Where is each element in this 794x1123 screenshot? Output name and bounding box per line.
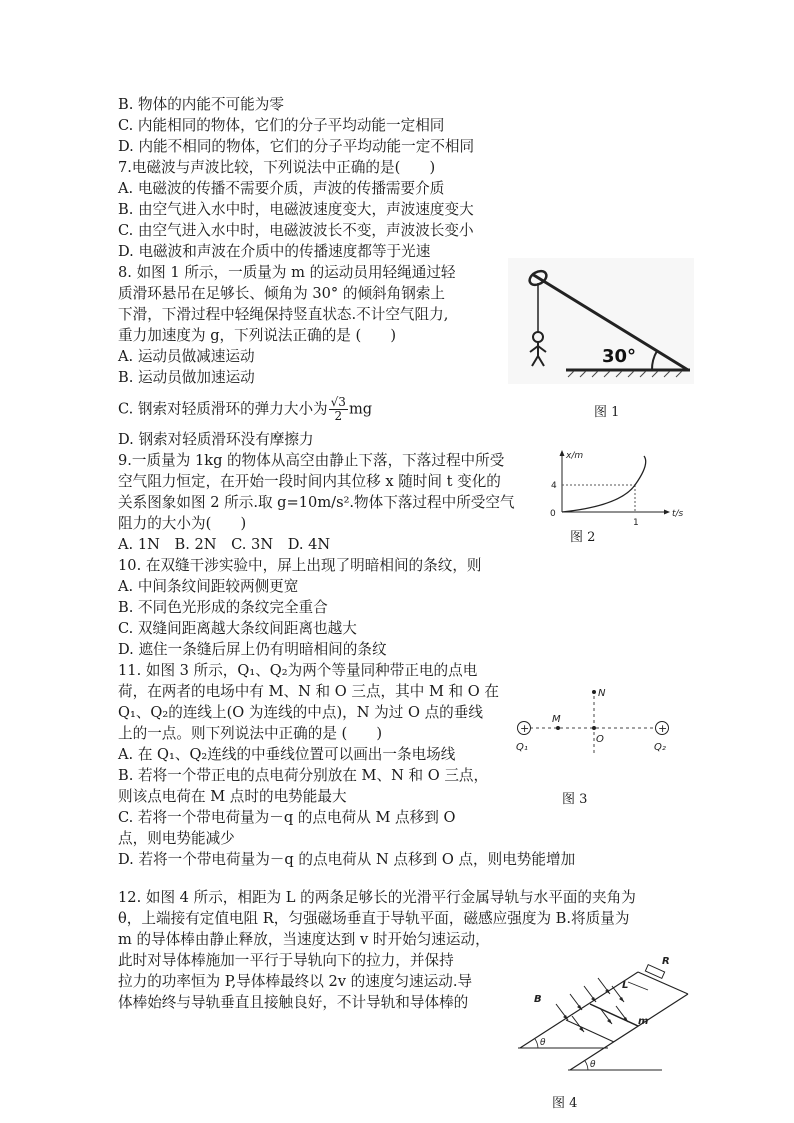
option-a: A. 电磁波的传播不需要介质，声波的传播需要介质 <box>118 180 445 197</box>
point-m <box>556 726 560 730</box>
text-line: D. 内能不相同的物体，它们的分子平均动能一定不相同 <box>118 138 475 155</box>
option-d: D. 电磁波和声波在介质中的传播速度都等于光速 <box>118 243 431 260</box>
question-9: 9.一质量为 1kg 的物体从高空由静止下落，下落过程中所受 <box>118 452 505 469</box>
text-line: 点，则电势能减少 <box>118 830 235 847</box>
point-o <box>592 726 596 730</box>
option-c: C. 若将一个带电荷量为－q 的点电荷从 M 点移到 O <box>118 809 456 826</box>
label-q2: Q₂ <box>654 742 666 753</box>
text-line: Q₁、Q₂的连线上(O 为连线的中点)，N 为过 O 点的垂线 <box>118 704 483 721</box>
point-n <box>592 690 596 694</box>
text-line: C. 内能相同的物体，它们的分子平均动能一定相同 <box>118 117 445 134</box>
text-line: B. 物体的内能不可能为零 <box>118 96 284 113</box>
question-10: 10. 在双缝干涉实验中，屏上出现了明暗相间的条纹，则 <box>118 557 482 574</box>
figure-3 <box>512 680 692 758</box>
option-b: B. 不同色光形成的条纹完全重合 <box>118 599 328 616</box>
text-line: θ，上端接有定值电阻 R，匀强磁场垂直于导轨平面，磁感应强度为 B.将质量为 <box>118 910 630 927</box>
plus-sign: + <box>520 722 530 735</box>
option-a: A. 中间条纹间距较两侧更宽 <box>118 578 299 595</box>
option-c: C. 双缝间距离越大条纹间距离也越大 <box>118 620 357 637</box>
rod-guide <box>566 1020 614 1042</box>
option-d: D. 若将一个带电荷量为－q 的点电荷从 N 点移到 O 点，则电势能增加 <box>118 851 576 868</box>
option-b: B. 运动员做加速运动 <box>118 369 255 386</box>
option-text: C. 钢索对轻质滑环的弹力大小为 <box>118 400 328 418</box>
option-b: B. 由空气进入水中时，电磁波速度变大，声波速度变大 <box>118 201 474 218</box>
text-line: m 的导体棒由静止释放，当速度达到 v 时开始匀速运动， <box>118 931 490 948</box>
x-t-curve <box>562 456 646 512</box>
conductor-rod <box>590 1004 638 1026</box>
label-q1: Q₁ <box>516 742 528 753</box>
figure-2 <box>540 446 690 528</box>
label-o: O <box>596 734 604 745</box>
option-c: C. 由空气进入水中时，电磁波波长不变，声波波长变小 <box>118 222 474 239</box>
option-a: A. 运动员做减速运动 <box>118 348 255 365</box>
text-line: 则该点电荷在 M 点时的电势能最大 <box>118 788 347 805</box>
plus-sign: + <box>658 722 668 735</box>
fraction-denominator: 2 <box>334 409 343 423</box>
x-axis-arrow <box>560 450 565 456</box>
text-line: 空气阻力恒定，在开始一段时间内其位移 x 随时间 t 变化的 <box>118 473 501 490</box>
option-d: D. 遮住一条缝后屏上仍有明暗相间的条纹 <box>118 641 387 658</box>
option-d: D. 钢索对轻质滑环没有摩擦力 <box>118 431 314 448</box>
text-line: 重力加速度为 g，下列说法正确的是 ( ) <box>118 327 397 344</box>
text-line: 拉力的功率恒为 P,导体棒最终以 2v 的速度匀速运动.导 <box>118 973 473 990</box>
label-l: L <box>622 980 629 991</box>
option-b: B. 若将一个带正电的点电荷分别放在 M、N 和 O 三点， <box>118 767 489 784</box>
y-tick-label: 4 <box>551 481 557 491</box>
text-line: 上的一点。则下列说法中正确的是 ( ) <box>118 725 383 742</box>
label-theta: θ <box>590 1060 596 1070</box>
angle-label: 30° <box>602 346 637 367</box>
angle-arc <box>535 1039 538 1048</box>
label-m: M <box>552 714 561 725</box>
label-theta: θ <box>540 1038 546 1048</box>
figure-4-caption: 图 4 <box>552 1096 578 1111</box>
fraction <box>329 396 348 423</box>
figure-3-caption: 图 3 <box>562 792 588 807</box>
text-line: 下滑，下滑过程中轻绳保持竖直状态.不计空气阻力, <box>118 306 449 323</box>
question-8: 8. 如图 1 所示，一质量为 m 的运动员用轻绳通过轻 <box>118 264 456 281</box>
label-m: m <box>638 1016 649 1027</box>
angle-arc <box>585 1061 588 1070</box>
options-line: A. 1N B. 2N C. 3N D. 4N <box>118 536 331 553</box>
fraction-numerator: √3 <box>330 395 346 409</box>
option-unit: mg <box>348 400 373 418</box>
x-axis-label: x/m <box>566 451 584 461</box>
figure-4 <box>512 948 702 1074</box>
text-line: 体棒始终与导轨垂直且接触良好，不计导轨和导体棒的 <box>118 994 469 1011</box>
text-line: 质滑环悬吊在足够长、倾角为 30° 的倾斜角钢索上 <box>118 285 446 302</box>
rail-right <box>570 994 688 1070</box>
arrow-heads <box>563 989 628 1032</box>
figure-1-caption: 图 1 <box>594 405 620 420</box>
text-line: 此时对导体棒施加一平行于导轨向下的拉力，并保持 <box>118 952 454 969</box>
question-7: 7.电磁波与声波比较，下列说法中正确的是( ) <box>118 159 436 176</box>
option-a: A. 在 Q₁、Q₂连线的中垂线位置可以画出一条电场线 <box>118 746 456 763</box>
origin-label: 0 <box>550 509 556 519</box>
t-axis-label: t/s <box>672 509 684 519</box>
option-c-fraction <box>118 396 372 423</box>
figure-1 <box>508 258 694 384</box>
question-11: 11. 如图 3 所示，Q₁、Q₂为两个等量同种带正电的点电 <box>118 662 478 679</box>
text-line: 阻力的大小为( ) <box>118 515 247 532</box>
question-12: 12. 如图 4 所示，相距为 L 的两条足够长的光滑平行金属导轨与水平面的夹角为 <box>118 889 636 906</box>
dimension-line <box>628 982 648 990</box>
text-line: 关系图象如图 2 所示.取 g=10m/s².物体下落过程中所受空气 <box>118 494 515 511</box>
label-n: N <box>598 688 606 699</box>
text-line: 荷，在两者的电场中有 M、N 和 O 三点，其中 M 和 O 在 <box>118 683 499 700</box>
x-tick-label: 1 <box>633 518 639 528</box>
figure-2-caption: 图 2 <box>570 530 596 545</box>
label-r: R <box>662 956 670 967</box>
t-axis-arrow <box>664 510 670 515</box>
rail-left <box>520 972 638 1048</box>
label-b: B <box>534 994 542 1005</box>
